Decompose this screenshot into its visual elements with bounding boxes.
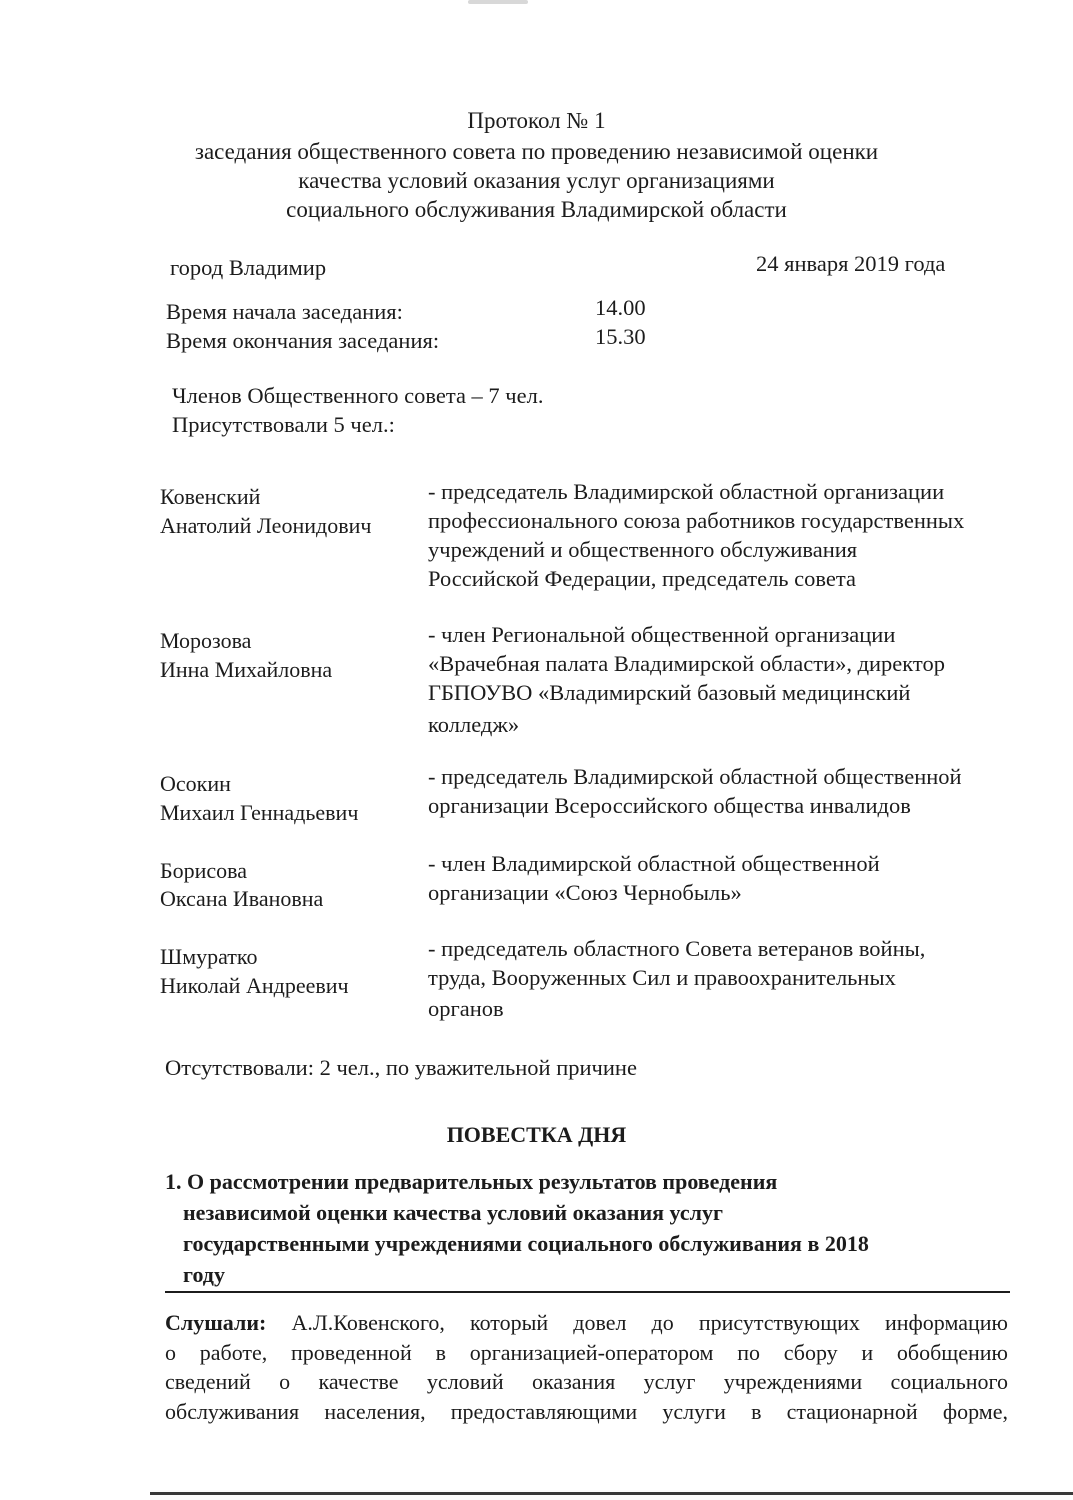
scan-artifact [468,0,528,4]
member-surname: Морозова [160,628,252,653]
end-time-value: 15.30 [595,324,646,349]
listened-line: о работе, проведенной в организацией-оператором по сбору и обобщению [165,1339,1008,1365]
member-surname: Борисова [160,858,248,883]
meeting-date: 24 января 2019 года [756,251,946,276]
listened-line: сведений о качестве условий оказания услуг учреждениями социального [165,1369,1008,1394]
listened-line: обслуживания населения, предоставляющими услуги в стационарной форме, [165,1398,1008,1424]
document-subtitle-line-3: социального обслуживания Владимирской области [286,197,787,222]
start-time-value: 14.00 [595,295,646,320]
present-count: Присутствовали 5 чел.: [172,412,395,437]
agenda-heading: ПОВЕСТКА ДНЯ [446,1122,627,1147]
agenda-item-1 [165,1166,869,1290]
horizontal-rule [165,1291,1010,1293]
start-time-label: Время начала заседания: [166,299,403,324]
scan-bottom-edge [150,1492,1073,1495]
city: город Владимир [170,255,327,280]
agenda-item-line: государственными учреждениями социального обслуживания в 2018 [183,1231,869,1256]
member-role-line: - председатель Владимирской областной общественной [428,764,962,789]
member-given-name: Михаил Геннадьевич [160,800,359,825]
member-given-name: Инна Михайловна [160,657,333,682]
member-given-name: Оксана Ивановна [160,886,324,911]
member-role-line: учреждений и общественного обслуживания [428,537,858,562]
members-total: Членов Общественного совета – 7 чел. [172,383,544,408]
member-surname: Ковенский [160,484,261,509]
member-role-line: - председатель областного Совета ветеранов войны, [428,936,926,961]
member-role-line: организации Всероссийского общества инвалидов [428,793,911,818]
document-subtitle-line-1: заседания общественного совета по проведению независимой оценки [194,139,879,164]
absent-note: Отсутствовали: 2 чел., по уважительной причине [165,1055,637,1080]
member-surname: Шмуратко [160,944,258,969]
document-title: Протокол № 1 [467,108,606,133]
member-role-line: организации «Союз Чернобыль» [428,880,742,905]
member-given-name: Анатолий Леонидович [160,513,372,538]
agenda-item-line: году [183,1262,225,1287]
member-given-name: Николай Андреевич [160,973,349,998]
member-role-line: ГБПОУВО «Владимирский базовый медицинский [428,680,911,705]
member-role-line: труда, Вооруженных Сил и правоохранительных [428,965,896,990]
member-role-line: - член Региональной общественной организации [428,622,896,647]
listened-text: А.Л.Ковенского, который довел до присутствующих информацию [291,1310,1008,1335]
agenda-item-line: независимой оценки качества условий оказания услуг [183,1200,723,1225]
member-role-line: - председатель Владимирской областной организации [428,479,945,504]
member-surname: Осокин [160,771,231,796]
agenda-item-line: 1. О рассмотрении предварительных результатов проведения [165,1169,778,1194]
listened-line-1 [165,1308,1008,1338]
end-time-label: Время окончания заседания: [166,328,440,353]
member-role-line: профессионального союза работников государственных [428,508,965,533]
document-subtitle-line-2: качества условий оказания услуг организациями [298,168,775,193]
listened-paragraph [165,1308,1008,1426]
member-role-line: колледж» [428,712,520,737]
member-role-line: - член Владимирской областной общественной [428,851,880,876]
listened-label: Слушали: [165,1310,267,1335]
member-role-line: Российской Федерации, председатель совета [428,566,856,591]
member-role-line: «Врачебная палата Владимирской области», директор [428,651,945,676]
member-role-line: органов [428,996,504,1021]
